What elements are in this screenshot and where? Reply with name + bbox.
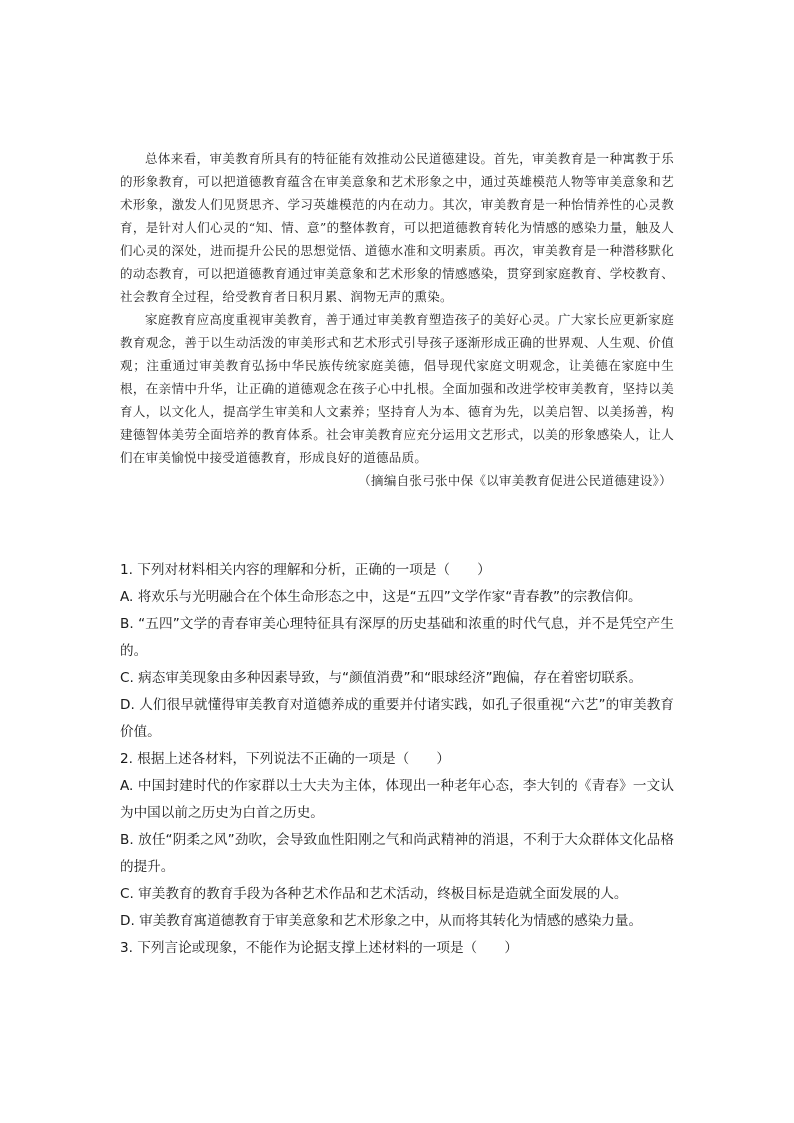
question-2-option-d: D. 审美教育寓道德教育于审美意象和艺术形象之中，从而将其转化为情感的感染力量。 [120,913,643,929]
passage-paragraph-1: 总体来看，审美教育所具有的特征能有效推动公民道德建设。首先，审美教育是一种寓教于乐的形象教育，可以把道德教育蕴含在审美意象和艺术形象之中，通过英雄模范人物等审美意象和艺术形象，激发人们见贤思齐、学习英雄模范的内在动力。其次，审美教育是一种怡情养性的心灵教育，是针对人们心灵的“知、情、意”的整体教育，可以把道德教育转化为情感的感染力量，触及人们心灵的深处，进而提升公民的思想觉悟、道德水准和文明素质。再次，审美教育是一种潜移默化的动态教育，可以把道德教育通过审美意象和艺术形象的情感感染，贯穿到家庭教育、学校教育、社会教育全过程，给受教育者日积月累、润物无声的熏染。 [120,151,674,304]
question-3-stem: 3. 下列言论或现象，不能作为论据支撑上述材料的一项是（ ） [120,940,518,956]
question-1-option-d: D. 人们很早就懂得审美教育对道德养成的重要并付诸实践，如孔子很重视“六艺”的审美教育价值。 [120,697,674,740]
question-2-stem: 2. 根据上述各材料，下列说法不正确的一项是（ ） [120,751,450,767]
question-1-option-b: B. “五四”文学的青春审美心理特征具有深厚的历史基础和浓重的时代气息，并不是凭空产生的。 [120,616,674,659]
question-1-option-c: C. 病态审美现象由多种因素导致，与“颜值消费”和“眼球经济”跑偏，存在着密切联系。 [120,670,643,686]
question-2-option-a: A. 中国封建时代的作家群以士大夫为主体，体现出一种老年心态，李大钊的《青春》一文认为中国以前之历史为白首之历史。 [120,778,674,821]
reading-passage [120,147,674,492]
question-2-option-b: B. 放任“阴柔之风”劲吹，会导致血性阳刚之气和尚武精神的消退，不利于大众群体文化品格的提升。 [120,832,674,875]
question-2-option-c: C. 审美教育的教育手段为各种艺术作品和艺术活动，终极目标是造就全面发展的人。 [120,886,628,902]
question-list [120,557,674,962]
passage-paragraph-2: 家庭教育应高度重视审美教育，善于通过审美教育塑造孩子的美好心灵。广大家长应更新家庭教育观念，善于以生动活泼的审美形式和艺术形式引导孩子逐渐形成正确的世界观、人生观、价值观；注重通过审美教育弘扬中华民族传统家庭美德，倡导现代家庭文明观念，让美德在家庭中生根，在亲情中升华，让正确的道德观念在孩子心中扎根。全面加强和改进学校审美教育，坚持以美育人，以文化人，提高学生审美和人文素养；坚持育人为本、德育为先，以美启智、以美扬善，构建德智体美劳全面培养的教育体系。社会审美教育应充分运用文艺形式，以美的形象感染人，让人们在审美愉悦中接受道德教育，形成良好的道德品质。 [120,312,674,465]
question-1-stem: 1. 下列对材料相关内容的理解和分析，正确的一项是（ ） [120,562,491,578]
question-1-option-a: A. 将欢乐与光明融合在个体生命形态之中，这是“五四”文学作家“青春教”的宗教信仰。 [120,589,642,605]
passage-source: （摘编自张弓张中保《以审美教育促进公民道德建设》） [358,473,672,488]
